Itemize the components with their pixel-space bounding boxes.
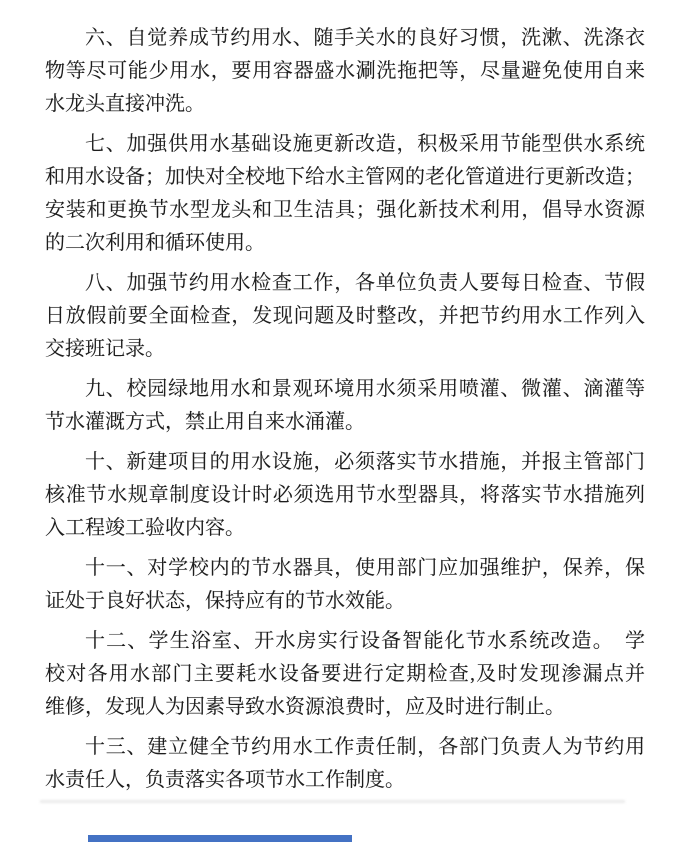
text-line: 节水灌溉方式，禁止用自来水涌灌。 — [45, 411, 365, 433]
text-line: 九、校园绿地用水和景观环境用水须采用喷灌、微灌、滴灌等 — [85, 378, 645, 400]
scan-smudge-line — [40, 800, 625, 803]
text-line: 日放假前要全面检查，发现问题及时整改，并把节约用水工作列入 — [45, 305, 645, 327]
text-line: 和用水设备；加快对全校地下给水主管网的老化管道进行更新改造； — [45, 166, 645, 188]
text-line: 交接班记录。 — [45, 338, 165, 360]
text-line: 十二、学生浴室、开水房实行设备智能化节水系统改造。 学 — [85, 630, 645, 652]
text-line: 证处于良好状态，保持应有的节水效能。 — [45, 590, 405, 612]
text-line: 核准节水规章制度设计时必须选用节水型器具，将落实节水措施列 — [45, 484, 645, 506]
text-line: 校对各用水部门主要耗水设备要进行定期检查,及时发现渗漏点并 — [45, 663, 645, 685]
text-line: 入工程竣工验收内容。 — [45, 517, 245, 539]
text-line: 十三、建立健全节约用水工作责任制，各部门负责人为节约用 — [85, 736, 645, 758]
paragraph — [45, 552, 645, 618]
text-line: 水龙头直接冲洗。 — [45, 93, 205, 115]
text-line: 七、加强供用水基础设施更新改造，积极采用节能型供水系统 — [85, 133, 645, 155]
text-line: 维修，发现人为因素导致水资源浪费时，应及时进行制止。 — [45, 696, 565, 718]
text-line: 十、新建项目的用水设施，必须落实节水措施，并报主管部门 — [85, 451, 645, 473]
paragraph — [45, 267, 645, 366]
text-line: 物等尽可能少用水，要用容器盛水涮洗拖把等，尽量避免使用自来 — [45, 60, 645, 82]
text-line: 八、加强节约用水检查工作，各单位负责人要每日检查、节假 — [85, 272, 645, 294]
paragraph — [45, 128, 645, 260]
paragraph — [45, 373, 645, 439]
document-body — [45, 22, 645, 804]
text-line: 六、自觉养成节约用水、随手关水的良好习惯，洗漱、洗涤衣 — [85, 27, 645, 49]
text-line: 安装和更换节水型龙头和卫生洁具；强化新技术利用，倡导水资源 — [45, 199, 645, 221]
bottom-blue-bar — [88, 835, 352, 842]
text-line: 十一、对学校内的节水器具，使用部门应加强维护，保养，保 — [85, 557, 645, 579]
paragraph — [45, 22, 645, 121]
paragraph — [45, 625, 645, 724]
paragraph — [45, 731, 645, 797]
paragraph — [45, 446, 645, 545]
text-line: 水责任人，负责落实各项节水工作制度。 — [45, 769, 405, 791]
text-line: 的二次利用和循环使用。 — [45, 232, 265, 254]
